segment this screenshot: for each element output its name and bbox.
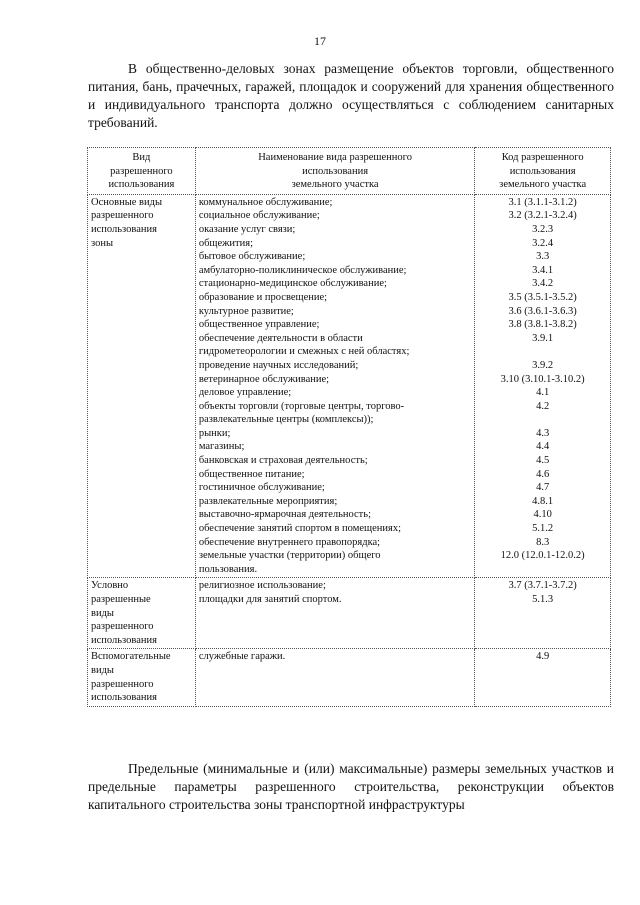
use-name-line: общественное управление; — [198, 319, 320, 331]
use-code: 4.5 — [536, 455, 550, 467]
use-code: 4.3 — [536, 427, 550, 439]
category-line: использования — [91, 634, 157, 646]
use-code: 3.8 (3.8.1-3.8.2) — [508, 319, 577, 331]
intro-paragraph: В общественно-деловых зонах размещение объектов торговли, общественного питания, бань, прачечных, гаражей, площадок и сооружений для хранения общественного и индивидуального транспорта должно осуществляться с соблюдением санитарных требований. — [88, 61, 614, 130]
header-line: земельного участка — [499, 179, 587, 191]
use-code: 3.10 (3.10.1-3.10.2) — [500, 373, 585, 385]
use-name-line: объекты торговли (торговые центры, торгово- — [198, 400, 405, 412]
category-line: разрешенного — [91, 210, 154, 222]
category-line: Основные виды — [91, 196, 163, 208]
table-header-row — [88, 148, 611, 195]
use-code-cell — [475, 194, 611, 578]
use-name-line: бытовое обслуживание; — [198, 251, 306, 263]
table-row — [88, 578, 611, 649]
use-name-cell — [195, 194, 475, 578]
use-code: 4.7 — [536, 482, 550, 494]
header-line: использования — [509, 165, 576, 177]
use-code: 5.1.2 — [532, 523, 554, 535]
use-code-cell — [475, 578, 611, 649]
header-line: Наименование вида разрешенного — [258, 152, 412, 163]
use-name-line: обеспечение внутреннего правопорядка; — [198, 536, 381, 548]
use-code: 4.8.1 — [532, 495, 554, 507]
use-code: 12.0 (12.0.1-12.0.2) — [500, 550, 585, 562]
category-cell — [88, 578, 196, 649]
use-name-line: культурное развитие; — [198, 305, 294, 317]
use-name-line: ветеринарное обслуживание; — [198, 373, 330, 385]
use-name-line: образование и просвещение; — [198, 291, 328, 303]
table-row — [88, 194, 611, 578]
use-code: 3.9.1 — [532, 332, 554, 344]
use-name-line: развлекательные центры (комплексы)); — [198, 414, 374, 426]
header-line: использования — [302, 165, 369, 177]
use-code: 3.6 (3.6.1-3.6.3) — [508, 305, 577, 317]
use-name-line: банковская и страховая деятельность; — [198, 455, 368, 467]
use-name-line: развлекательные мероприятия; — [198, 495, 338, 507]
use-code: 4.10 — [533, 509, 552, 521]
use-code: 4.2 — [536, 400, 550, 412]
use-code: 4.6 — [536, 468, 550, 480]
header-use-name — [195, 148, 475, 195]
use-name-line: социальное обслуживание; — [198, 210, 320, 222]
use-code: 3.3 — [536, 251, 550, 263]
header-line: разрешенного — [110, 165, 173, 177]
use-name-line: площадки для занятий спортом. — [198, 594, 342, 605]
code-spacer — [478, 413, 607, 427]
header-line: использования — [108, 179, 175, 191]
code-spacer — [478, 563, 607, 577]
use-name-line: проведение научных исследований; — [198, 359, 359, 371]
category-line: разрешенные — [91, 594, 151, 605]
code-spacer — [478, 345, 607, 359]
category-cell — [88, 649, 196, 706]
table-row — [88, 649, 611, 706]
use-name-line: деловое управление; — [198, 387, 292, 399]
category-line: виды — [91, 607, 114, 619]
use-code: 4.9 — [536, 651, 550, 663]
category-line: виды — [91, 664, 114, 676]
use-code-cell — [475, 649, 611, 706]
category-line: использования — [91, 223, 157, 235]
category-line: разрешенного — [91, 621, 154, 633]
header-line: Вид — [132, 152, 151, 163]
use-name-line: гостиничное обслуживание; — [198, 482, 325, 494]
header-use-kind — [88, 148, 196, 195]
outro-paragraph: Предельные (минимальные и (или) максимальные) размеры земельных участков и предельные параметры разрешенного строительства, реконструкции объектов капитального строительства зоны транспортной инфраструктуры — [88, 761, 614, 812]
use-name-line: оказание услуг связи; — [198, 223, 296, 235]
use-name-line: обеспечение занятий спортом в помещениях; — [198, 523, 402, 535]
header-line: земельного участка — [291, 179, 379, 191]
use-code: 5.1.3 — [532, 594, 554, 605]
use-code: 3.2.4 — [532, 237, 554, 249]
category-cell — [88, 194, 196, 578]
use-name-line: религиозное использование; — [198, 580, 326, 592]
use-name-line: гидрометеорологии и смежных с ней областях; — [198, 346, 410, 358]
use-code: 4.1 — [536, 387, 550, 399]
table-body — [88, 194, 611, 706]
use-code: 3.2 (3.2.1-3.2.4) — [508, 210, 577, 222]
use-name-line: амбулаторно-поликлиническое обслуживание; — [198, 264, 407, 276]
header-line: Код разрешенного — [501, 152, 584, 163]
use-code: 3.2.3 — [532, 223, 554, 235]
category-line: использования — [91, 692, 157, 704]
permitted-use-table — [87, 147, 611, 707]
use-code: 3.9.2 — [532, 359, 554, 371]
use-code: 3.5 (3.5.1-3.5.2) — [508, 291, 577, 303]
use-code: 3.4.1 — [532, 264, 554, 276]
category-line: Условно — [91, 580, 129, 592]
use-code: 3.4.2 — [532, 278, 554, 290]
use-name-cell — [195, 578, 475, 649]
use-code: 3.7 (3.7.1-3.7.2) — [508, 580, 577, 592]
use-name-line: общежития; — [198, 237, 253, 249]
use-code: 4.4 — [536, 441, 550, 453]
use-name-line: общественное питание; — [198, 468, 305, 480]
use-name-line: стационарно-медицинское обслуживание; — [198, 278, 387, 290]
category-line: разрешенного — [91, 678, 154, 690]
page-number: 17 — [314, 34, 326, 48]
category-line: Вспомогательные — [91, 651, 171, 663]
use-name-line: рынки; — [198, 427, 231, 439]
use-code: 3.1 (3.1.1-3.1.2) — [508, 196, 577, 208]
use-name-cell — [195, 649, 475, 706]
use-name-line: служебные гаражи. — [198, 651, 286, 663]
use-code: 8.3 — [536, 536, 550, 548]
category-line: зоны — [91, 237, 114, 249]
header-use-code — [475, 148, 611, 195]
use-name-line: пользования. — [198, 563, 258, 575]
use-name-line: земельные участки (территории) общего — [198, 550, 381, 562]
use-name-line: обеспечение деятельности в области — [198, 332, 363, 344]
use-name-line: магазины; — [198, 441, 245, 453]
use-name-line: выставочно-ярмарочная деятельность; — [198, 509, 371, 521]
use-name-line: коммунальное обслуживание; — [198, 196, 333, 208]
